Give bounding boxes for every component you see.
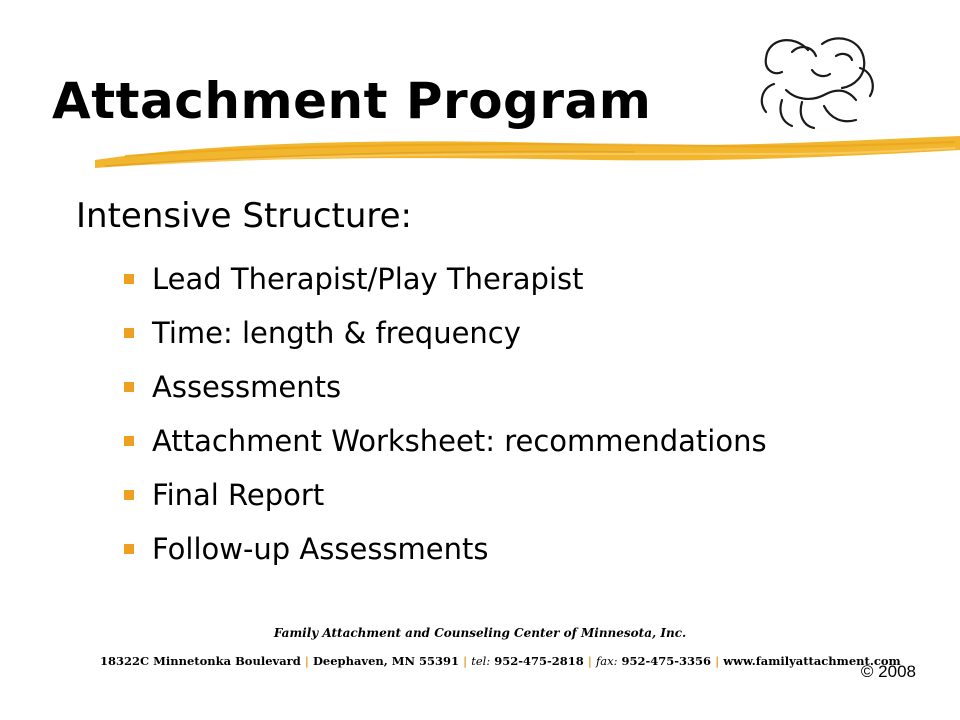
footer-tel: 952-475-2818	[494, 654, 584, 668]
bullet-item	[124, 360, 767, 414]
footer-fax: 952-475-3356	[621, 654, 712, 668]
footer-address	[100, 654, 901, 668]
bullet-item	[124, 252, 767, 306]
copyright: © 2008	[860, 662, 916, 681]
square-bullet-icon	[124, 274, 134, 284]
footer-website: www.familyattachment.com	[723, 654, 901, 668]
footer-organization: Family Attachment and Counseling Center of Minnesota, Inc.	[273, 626, 687, 640]
footer-street: 18322C Minnetonka Boulevard	[100, 654, 301, 668]
square-bullet-icon	[124, 436, 134, 446]
footer-city: Deephaven, MN 55391	[312, 654, 460, 668]
footer-separator: |	[463, 654, 468, 668]
square-bullet-icon	[124, 490, 134, 500]
slide-title: Attachment Program	[52, 72, 652, 130]
bullet-text: Final Report	[152, 478, 325, 512]
bullet-text: Lead Therapist/Play Therapist	[152, 262, 584, 296]
footer-tel-label: tel:	[471, 654, 491, 668]
bullet-text: Attachment Worksheet: recommendations	[152, 424, 767, 458]
bullet-item	[124, 414, 767, 468]
square-bullet-icon	[124, 382, 134, 392]
bullet-item	[124, 306, 767, 360]
bullet-item	[124, 522, 767, 576]
footer-separator: |	[304, 654, 309, 668]
footer-separator: |	[587, 654, 592, 668]
section-heading: Intensive Structure:	[76, 196, 412, 236]
footer-separator: |	[715, 654, 720, 668]
square-bullet-icon	[124, 328, 134, 338]
footer-fax-label: fax:	[595, 654, 618, 668]
mother-child-logo-icon	[752, 30, 882, 142]
bullet-text: Time: length & frequency	[152, 316, 521, 350]
bullet-text: Follow-up Assessments	[152, 532, 489, 566]
bullet-item	[124, 468, 767, 522]
bullet-list	[124, 252, 767, 576]
bullet-text: Assessments	[152, 370, 342, 404]
square-bullet-icon	[124, 544, 134, 554]
brush-stroke-divider	[95, 132, 960, 176]
